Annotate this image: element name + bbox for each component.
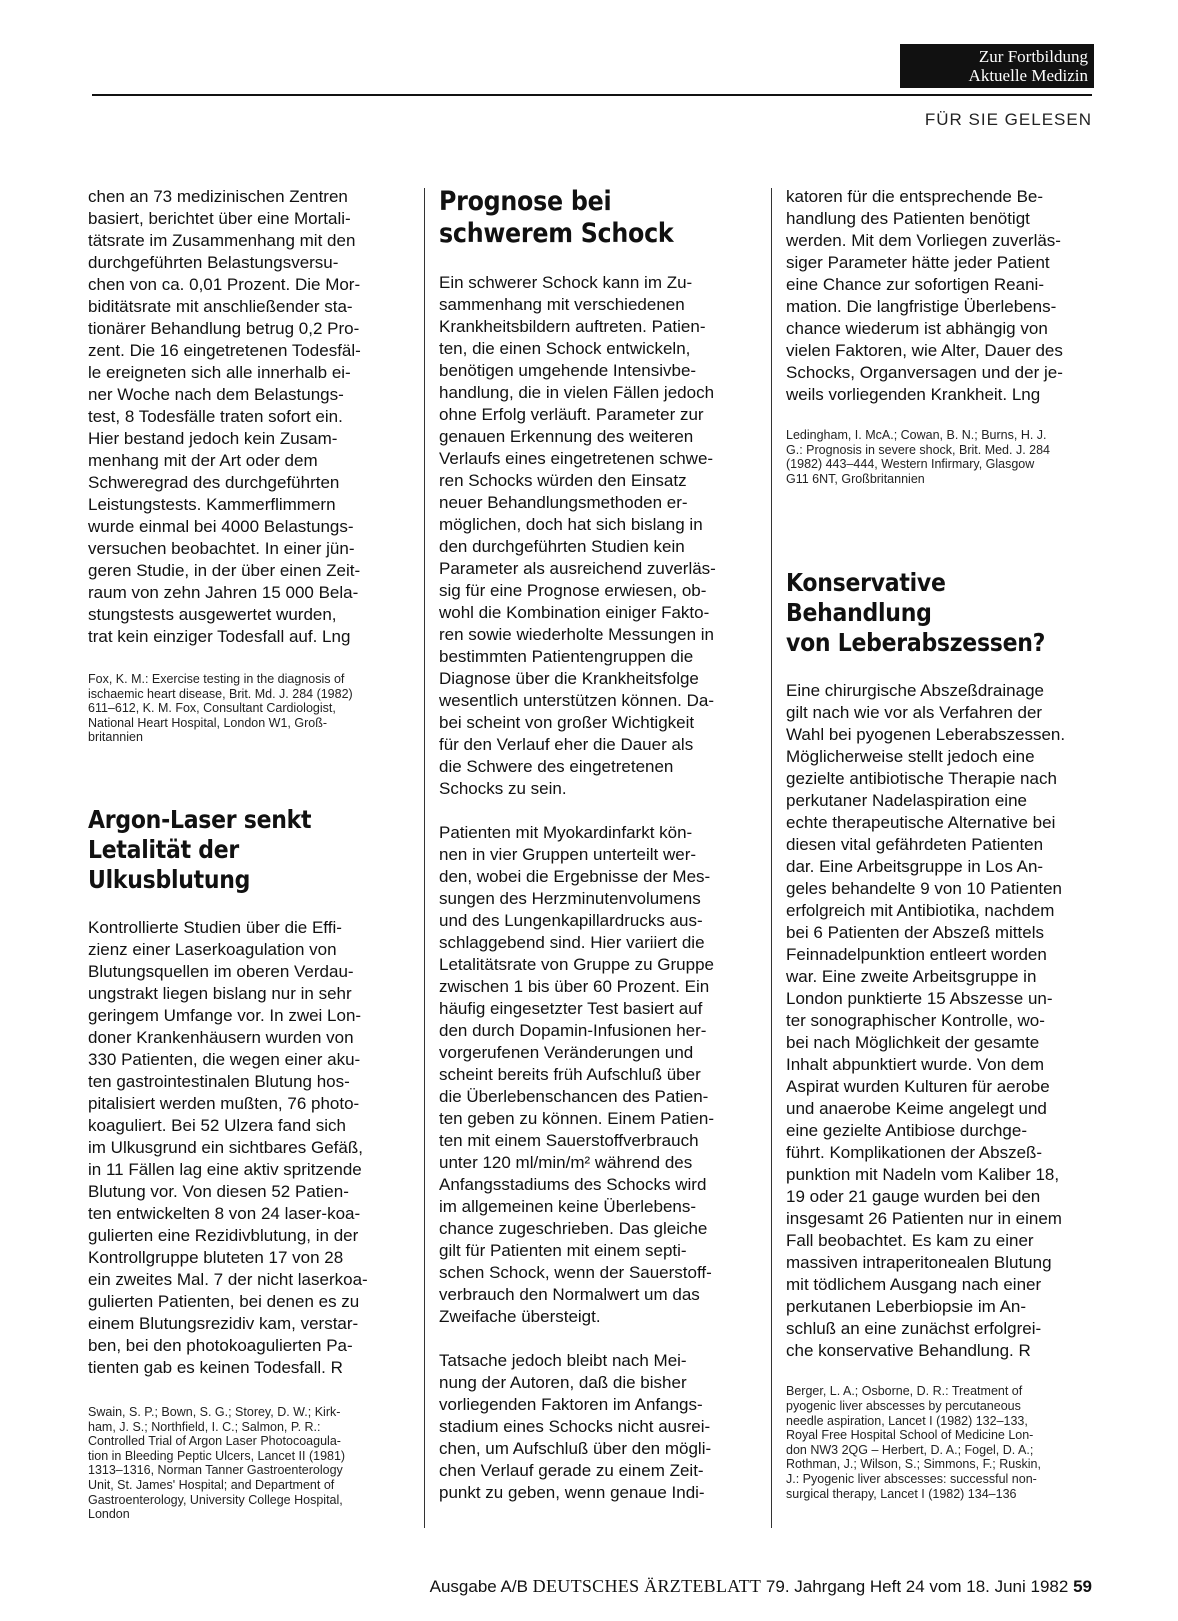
article-text-argon-laser: Kontrollierte Studien über die Effi- zienz einer Laserkoagulation von Blutungsquellen im oberen Verdau- ungstrakt liegen bislang nur in sehr geringem Umfange vor. In zwei Lon- doner Krankenhäusern wurden von 330 Patienten, die wegen einer aku- ten gastrointestinalen Blutung hos- pitalisiert werden mußten, 76 photo- koaguliert. Bei 52 Ulzera fand sich im Ulkusgrund ein sichtbares Gefäß, in 11 Fällen lag eine aktiv spritzende Blutung vor. Von diesen 52 Patien- ten entwickelten 8 von 24 laser-koa- gulierten eine Rezidivblutung, in der Kontrollgruppe bluteten 17 von 28 ein zweites Mal. 7 der nicht laserkoa- gulierten Patienten, bei denen es zu einem Blutungsrezidiv kam, verstar- ben, bei den photokoagulierten Pa- tienten gab es keinen Todesfall. R bbox=[88, 917, 368, 1377]
header-rule bbox=[92, 94, 1092, 96]
continued-article-reference: Fox, K. M.: Exercise testing in the diagnosis of ischaemic heart disease, Brit. Md. J. 284 (1982) 611–612, K. M. Fox, Consultant Cardiologist, National Heart Hospital, London W1, Groß- britannien bbox=[88, 672, 353, 745]
article-text-leberabszesse: Eine chirurgische Abszeßdrainage gilt nach wie vor als Verfahren der Wahl bei pyogenen Leberabszessen. Möglicherweise stellt jedoch eine gezielte antibiotische Therapie nach perkutaner Nadelaspiration eine echte therapeutische Alternative bei diesen vital gefährdeten Patienten dar. Eine Arbeitsgruppe in Los An- geles behandelte 9 von 10 Patienten erfolgreich mit Antibiotika, nachdem bei 6 Patienten der Abszeß mittels Feinnadelpunktion entleert worden war. Eine zweite Arbeitsgruppe in London punktierte 15 Abszesse un- ter sonographischer Kontrolle, wo- bei nach Möglichkeit der gesamte Inhalt abpunktiert wurde. Von dem Aspirat wurden Kulturen für aerobe und anaerobe Keime angelegt und eine gezielte Antibiose durchge- führt. Komplikationen der Abszeß- punktion mit Nadeln vom Kaliber 18, 19 oder 21 gauge wurden bei den insgesamt 26 Patienten nur in einem Fall beobachtet. Es kam zu einer massiven intraperitonealen Blutung mit tödlichem Ausgang nach einer perkutanen Leberbiopsie im An- schluß an eine zunächst erfolgrei- che konservative Behandlung. R bbox=[786, 681, 1066, 1361]
column-3 bbox=[786, 186, 1096, 1501]
column-2 bbox=[439, 186, 761, 1504]
section-header-box bbox=[900, 44, 1094, 88]
article-reference-leberabszesse: Berger, L. A.; Osborne, D. R.: Treatment of pyogenic liver abscesses by percutaneous needle aspiration, Lancet I (1982) 132–133, Royal Free Hospital School of Medicine Lon- don NW3 2QG – Herbert, D. A.; Fogel, D. A.; Rothman, J.; Wilson, S.; Simmons, F.; Ruskin, J.: Pyogenic liver abscesses: successful non- surgical therapy, Lancet I (1982) 134–136 bbox=[786, 1384, 1041, 1501]
header-line-fortbildung: Zur Fortbildung bbox=[978, 47, 1088, 66]
article-title-schock: Prognose bei schwerem Schock bbox=[439, 186, 674, 249]
article-reference-argon-laser: Swain, S. P.; Bown, S. G.; Storey, D. W.; Kirk- ham, J. S.; Northfield, I. C.; Salmon, P. R.: Controlled Trial of Argon Laser Photocoagula- tion in Bleeding Peptic Ulcers, Lancet II (1981) 1313–1316, Norman Tanner Gastroenterology Unit, St. James' Hospital; and Department of Gastroenterology, University College Hospital, London bbox=[88, 1404, 346, 1522]
page-footer bbox=[0, 1576, 1092, 1597]
column-1 bbox=[88, 186, 418, 1522]
footer-issue: 79. Jahrgang Heft 24 vom 18. Juni 1982 bbox=[765, 1577, 1069, 1596]
column-divider-1 bbox=[424, 188, 425, 1528]
article-paragraph-3: Tatsache jedoch bleibt nach Mei- nung der Autoren, daß die bisher vorliegenden Faktoren im Anfangs- stadium eines Schocks nicht ausrei- chen, um Aufschluß über den mögli- chen Verlauf gerade zu einem Zeit- punkt zu geben, wenn genaue Indi- bbox=[439, 1351, 712, 1502]
continued-article-text: chen an 73 medizinischen Zentren basiert, berichtet über eine Mortali- tätsrate im Zusammenhang mit den durchgeführten Belastungsversu- chen von ca. 0,01 Prozent. Die Mor- biditätsrate mit anschließender sta- tionärer Behandlung betrug 0,2 Pro- zent. Die 16 eingetretenen Todesfäl- le ereigneten sich alle innerhalb ei- ner Woche nach dem Belastungs- test, 8 Todesfälle traten sofort ein. Hier bestand jedoch kein Zusam- menhang mit der Art oder dem Schweregrad des durchgeführten Leistungstests. Kammerflimmern wurde einmal bei 4000 Belastungs- versuchen beobachtet. In einer jün- geren Studie, in der über einen Zeit- raum von zehn Jahren 15 000 Bela- stungstests ausgewertet wurden, trat kein einziger Todesfall auf. Lng bbox=[88, 187, 361, 646]
column-divider-2 bbox=[771, 188, 772, 1528]
footer-edition: Ausgabe A/B bbox=[429, 1577, 528, 1596]
article-title-argon-laser: Argon-Laser senkt Letalität der Ulkusblutung bbox=[88, 804, 312, 894]
article-paragraph-1: Ein schwerer Schock kann im Zu- sammenhang mit verschiedenen Krankheitsbildern auftreten. Patien- ten, die einen Schock entwickeln, benötigen umgehende Intensivbe- handlung, die in vielen Fällen jedoch ohne Erfolg verläuft. Parameter zur genauen Erkennung des weiteren Verlaufs eines eingetretenen schwe- ren Schocks würden den Einsatz neuer Behandlungsmethoden er- möglichen, doch hat sich bislang in den durchgeführten Studien kein Parameter als ausreichend zuverläs- sig für eine Prognose erwiesen, ob- wohl die Kombination einiger Fakto- ren sowie wiederholte Messungen in bestimmten Patientengruppen die Diagnose über die Krankheitsfolge wesentlich unterstützen können. Da- bei scheint von großer Wichtigkeit für den Verlauf eher die Dauer als die Schwere des eingetretenen Schocks zu sein. bbox=[439, 273, 716, 798]
article-reference-schock: Ledingham, I. McA.; Cowan, B. N.; Burns, H. J. G.: Prognosis in severe shock, Brit. Med. J. 284 (1982) 443–444, Western Infirmary, Glasgow G11 6NT, Großbritannien bbox=[786, 428, 1051, 486]
continued-article-text-schock: katoren für die entsprechende Be- handlung des Patienten benötigt werden. Mit dem Vorliegen zuverläs- siger Parameter hätte jeder Patient eine Chance zur sofortigen Reani- mation. Die langfristige Überlebens- chance wiederum ist abhängig von vielen Faktoren, wie Alter, Dauer des Schocks, Organversagen und der je- weils vorliegenden Krankheit. Lng bbox=[786, 187, 1063, 404]
page-number: 59 bbox=[1073, 1577, 1092, 1596]
article-paragraph-2: Patienten mit Myokardinfarkt kön- nen in vier Gruppen unterteilt wer- den, wobei die Ergebnisse der Mes- sungen des Herzminutenvolumens und des Lungenkapillardrucks aus- schlaggebend sind. Hier variiert die Letalitätsrate von Gruppe zu Gruppe zwischen 1 bis über 60 Prozent. Ein häufig eingesetzter Test basiert auf den durch Dopamin-Infusionen her- vorgerufenen Veränderungen und scheint bereits früh Aufschluß über die Überlebenschancen des Patien- ten geben zu können. Einem Patien- ten mit einem Sauerstoffverbrauch unter 120 ml/min/m² während des Anfangsstadiums des Schocks wird im allgemeinen keine Überlebens- chance zugeschrieben. Das gleiche gilt für Patienten mit einem septi- schen Schock, wenn der Sauerstoff- verbrauch den Normalwert um das Zweifache übersteigt. bbox=[439, 823, 715, 1326]
section-label: FÜR SIE GELESEN bbox=[924, 110, 1092, 129]
header-line-aktuelle-medizin: Aktuelle Medizin bbox=[968, 66, 1088, 85]
article-title-leberabszesse: Konservative Behandlung von Leberabszessen? bbox=[786, 568, 1046, 658]
footer-journal-name: DEUTSCHES ÄRZTEBLATT bbox=[532, 1576, 762, 1596]
